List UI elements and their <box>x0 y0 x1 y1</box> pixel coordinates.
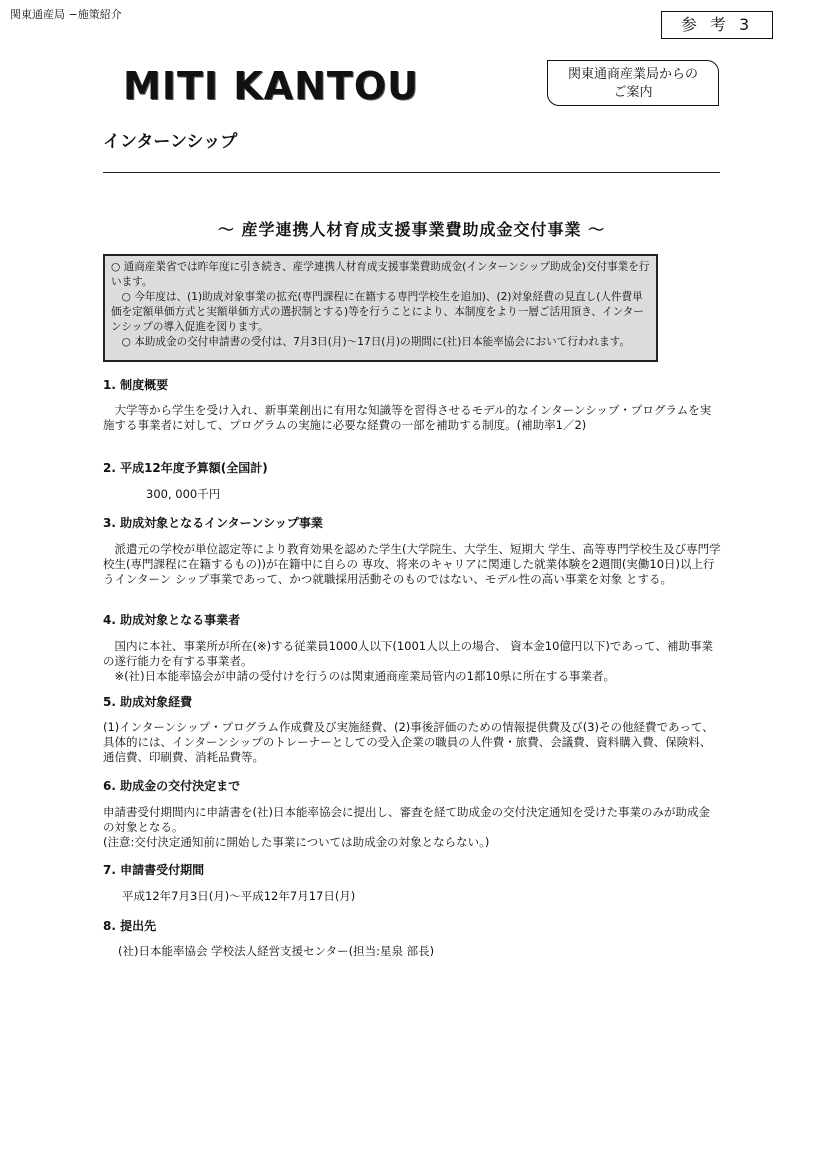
intro-paragraph: ○ 今年度は、(1)助成対象事業の拡充(専門課程に在籍する専門学校生を追加)、(2)対象経費の見直し(人件費単価を定額単価方式と実額単価方式の選択制とする)等を行うことにより、本制度をより一層ご活用頂き、インターンシップの導入促進を図ります。 <box>111 291 644 333</box>
body-paragraph: 派遣元の学校が単位認定等により教育効果を認めた学生(大学院生、大学生、短期大 学生、高等専門学校生及び専門学校生(専門課程に在籍するもの))が在籍中に自らの 専攻、将来のキャリアに関連した就業体験を2週間(実働10日)以上行うインターン シップ事業であって、かつ就職採用活動そのものではない、モデル性の高い事業を対象 とする。 <box>103 542 721 586</box>
section-heading-6: 6. 助成金の交付決定まで <box>103 779 241 793</box>
section-body-3 <box>103 542 721 587</box>
body-note: (注意:交付決定通知前に開始した事業については助成金の対象とならない。) <box>103 835 490 849</box>
intro-paragraph: ○ 通商産業省では昨年度に引き続き、産学連携人材育成支援事業費助成金(インターンシップ助成金)交付事業を行います。 <box>111 261 650 288</box>
reference-tag: 参 考 3 <box>661 11 773 39</box>
body-paragraph: 国内に本社、事業所が所在(※)する従業員1000人以下(1001人以上の場合、 資本金10億円以下)であって、補助事業の遂行能力を有する事業者。 <box>103 639 714 668</box>
intro-paragraph: ○ 本助成金の交付申請書の受付は、7月3日(月)〜17日(月)の期間に(社)日本能率協会において行われます。 <box>121 336 631 348</box>
period-text: 平成12年7月3日(月)〜平成12年7月17日(月) <box>122 889 356 903</box>
section-body-8 <box>118 944 678 959</box>
section-body-7 <box>122 889 622 904</box>
main-title: 〜 産学連携人材育成支援事業費助成金交付事業 〜 <box>217 220 606 239</box>
section-body-5 <box>103 720 721 765</box>
section-heading-5: 5. 助成対象経費 <box>103 695 193 709</box>
section-heading-4: 4. 助成対象となる事業者 <box>103 613 241 627</box>
section-heading-7: 7. 申請書受付期間 <box>103 863 205 877</box>
submission-target: (社)日本能率協会 学校法人経営支援センター(担当:星泉 部長) <box>118 944 435 958</box>
section-body-1 <box>103 403 721 433</box>
section-body-2 <box>146 487 446 502</box>
body-note: ※(社)日本能率協会が申請の受付けを行うのは関東通商産業局管内の1都10県に所在する事業者。 <box>114 669 616 683</box>
budget-amount: 300, 000千円 <box>146 487 221 501</box>
intro-box <box>103 254 658 362</box>
notice-box <box>547 60 719 106</box>
notice-line-1: 関東通商産業局からの <box>567 67 698 82</box>
body-paragraph: 大学等から学生を受け入れ、新事業創出に有用な知識等を習得させるモデル的なインターンシップ・プログラムを実施する事業者に対して、プログラムの実施に必要な経費の一部を補助する制度。(補助率1／2) <box>103 403 712 432</box>
section-body-6 <box>103 805 721 850</box>
corner-label: 関東通産局 −施策紹介 <box>10 8 122 21</box>
section-heading-3: 3. 助成対象となるインターンシップ事業 <box>103 516 323 530</box>
body-paragraph: 申請書受付期間内に申請書を(社)日本能率協会に提出し、審査を経て助成金の交付決定通知を受けた事業のみが助成金の対象となる。 <box>103 805 710 834</box>
divider <box>103 172 720 173</box>
body-paragraph: (1)インターンシップ・プログラム作成費及び実施経費、(2)事後評価のための情報提供費及び(3)その他経費であって、具体的には、インターンシップのトレーナーとしての受入企業の職員の人件費・旅費、会議費、資料購入費、保険料、通信費、印刷費、消耗品費等。 <box>103 720 714 764</box>
section-heading-8: 8. 提出先 <box>103 919 157 933</box>
section-title: インターンシップ <box>103 132 238 152</box>
notice-line-2: ご案内 <box>613 85 653 100</box>
section-heading-1: 1. 制度概要 <box>103 378 169 392</box>
logo: MITI KANTOU <box>123 64 419 108</box>
section-body-4 <box>103 639 721 684</box>
section-heading-2: 2. 平成12年度予算額(全国計) <box>103 461 268 475</box>
